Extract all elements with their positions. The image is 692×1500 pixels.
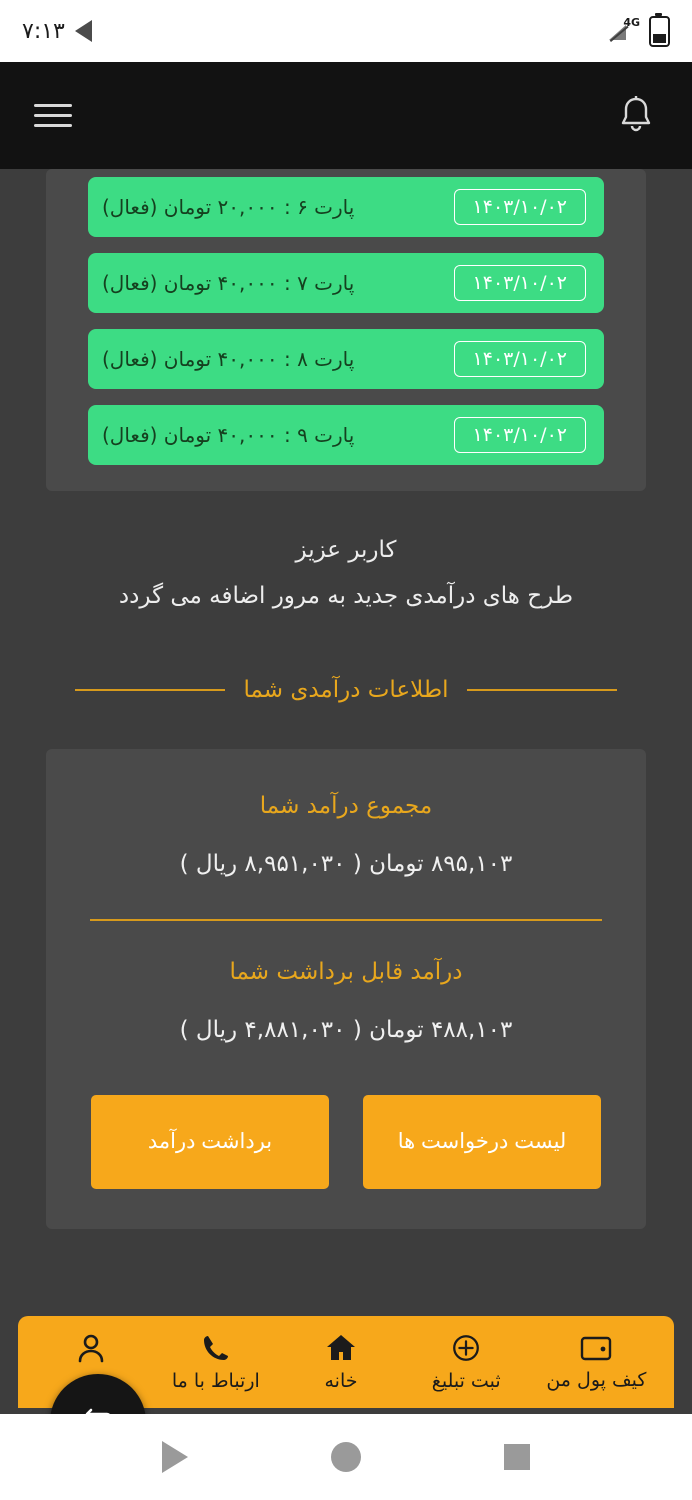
card-divider bbox=[90, 919, 602, 921]
plan-date: ۱۴۰۳/۱۰/۰۲ bbox=[454, 265, 586, 301]
income-actions bbox=[74, 1095, 618, 1189]
plan-row[interactable] bbox=[88, 177, 604, 237]
user-note: طرح های درآمدی جدید به مرور اضافه می گردد bbox=[118, 583, 574, 609]
nav-item-wallet[interactable] bbox=[546, 1333, 646, 1391]
nav-item-contact[interactable] bbox=[171, 1332, 261, 1392]
withdrawable-income-label: درآمد قابل برداشت شما bbox=[229, 959, 463, 985]
main-content bbox=[0, 169, 692, 1500]
requests-list-button[interactable]: لیست درخواست ها bbox=[363, 1095, 601, 1189]
user-message bbox=[0, 537, 692, 609]
bell-icon[interactable] bbox=[614, 93, 658, 139]
nav-label: ارتباط با ما bbox=[171, 1370, 260, 1392]
plan-date: ۱۴۰۳/۱۰/۰۲ bbox=[454, 341, 586, 377]
plan-title: پارت ۶ : ۲۰,۰۰۰ تومان (فعال) bbox=[102, 195, 355, 219]
plan-row[interactable] bbox=[88, 405, 604, 465]
user-greeting: کاربر عزیز bbox=[295, 537, 397, 563]
nav-label: کیف پول من bbox=[546, 1369, 647, 1391]
nav-item-create-ad[interactable] bbox=[421, 1332, 511, 1392]
plan-title: پارت ۸ : ۴۰,۰۰۰ تومان (فعال) bbox=[102, 347, 355, 371]
divider-right bbox=[75, 689, 225, 691]
circle-icon[interactable] bbox=[331, 1442, 361, 1472]
status-left-group bbox=[609, 16, 670, 47]
withdraw-income-button[interactable]: برداشت درآمد bbox=[91, 1095, 329, 1189]
nav-item-home[interactable] bbox=[296, 1332, 386, 1392]
system-status-bar bbox=[0, 0, 692, 62]
network-type-label: 4G bbox=[623, 16, 640, 29]
status-clock: ۷:۱۳ bbox=[22, 18, 65, 44]
battery-icon bbox=[649, 16, 670, 47]
system-navigation-bar bbox=[0, 1414, 692, 1500]
income-plans-card bbox=[46, 169, 646, 491]
plan-title: پارت ۹ : ۴۰,۰۰۰ تومان (فعال) bbox=[102, 423, 355, 447]
plan-row[interactable] bbox=[88, 329, 604, 389]
total-income-value: ۸۹۵,۱۰۳ تومان ( ۸,۹۵۱,۰۳۰ ریال ) bbox=[179, 851, 513, 877]
triangle-icon[interactable] bbox=[162, 1441, 188, 1473]
plan-title: پارت ۷ : ۴۰,۰۰۰ تومان (فعال) bbox=[102, 271, 355, 295]
hamburger-menu-icon[interactable] bbox=[34, 104, 72, 127]
plan-date: ۱۴۰۳/۱۰/۰۲ bbox=[454, 417, 586, 453]
section-header-income-info bbox=[0, 677, 692, 703]
play-store-icon bbox=[75, 20, 92, 42]
signal-off-icon bbox=[609, 16, 640, 44]
plan-date: ۱۴۰۳/۱۰/۰۲ bbox=[454, 189, 586, 225]
nav-label: ثبت تبلیغ bbox=[431, 1370, 501, 1392]
nav-label: خانه bbox=[324, 1370, 358, 1392]
app-header bbox=[0, 62, 692, 169]
plan-row[interactable] bbox=[88, 253, 604, 313]
section-title: اطلاعات درآمدی شما bbox=[243, 677, 449, 703]
square-icon[interactable] bbox=[504, 1444, 530, 1470]
total-income-label: مجموع درآمد شما bbox=[259, 793, 433, 819]
status-right-group bbox=[22, 19, 92, 44]
income-summary-card bbox=[46, 749, 646, 1229]
withdrawable-income-value: ۴۸۸,۱۰۳ تومان ( ۴,۸۸۱,۰۳۰ ریال ) bbox=[179, 1017, 513, 1043]
divider-left bbox=[467, 689, 617, 691]
